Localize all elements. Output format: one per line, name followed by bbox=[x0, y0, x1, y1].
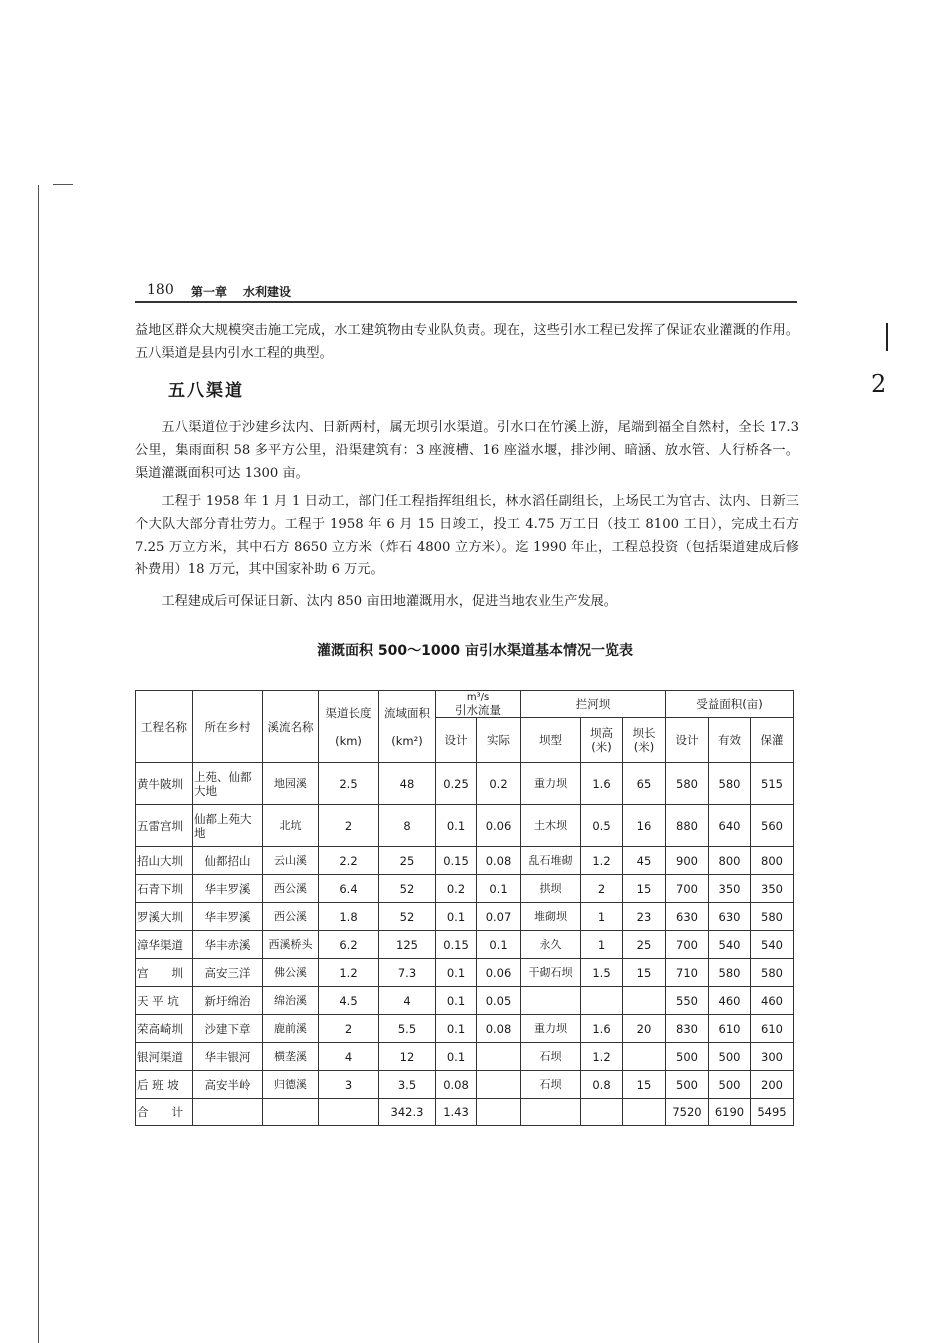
cell-benefit-guaranteed: 200 bbox=[751, 1071, 794, 1099]
cell-basin: 52 bbox=[379, 903, 436, 931]
cell-flow-design: 0.1 bbox=[436, 1043, 477, 1071]
cell-dam-length: 15 bbox=[623, 875, 666, 903]
cell-benefit-design: 550 bbox=[666, 987, 709, 1015]
cell-dam-height: 1.6 bbox=[581, 1015, 623, 1043]
cell-flow-design: 0.1 bbox=[436, 1015, 477, 1043]
page-header bbox=[135, 282, 797, 302]
header-flow-label: 引水流量 bbox=[455, 702, 501, 717]
cell-dam-type: 石坝 bbox=[521, 1043, 581, 1071]
header-rule bbox=[135, 301, 797, 303]
cell-length: 1.8 bbox=[319, 903, 379, 931]
header-benefit-effective: 有效 bbox=[709, 718, 751, 763]
cell-dam-type: 重力坝 bbox=[521, 763, 581, 805]
header-length bbox=[319, 691, 379, 763]
cell-benefit-effective: 580 bbox=[709, 763, 751, 805]
table-row bbox=[136, 805, 794, 847]
cell-stream: 绵治溪 bbox=[263, 987, 319, 1015]
table-header-row bbox=[136, 691, 794, 718]
total-benefit-guaranteed: 5495 bbox=[751, 1099, 794, 1126]
cell-length: 1.2 bbox=[319, 959, 379, 987]
header-basin-unit: (km²) bbox=[391, 733, 423, 748]
cell-dam-length: 45 bbox=[623, 847, 666, 875]
total-cell bbox=[263, 1099, 319, 1126]
cell-stream: 归德溪 bbox=[263, 1071, 319, 1099]
header-dam-height-label: 坝高 bbox=[590, 726, 613, 740]
cell-benefit-guaranteed: 610 bbox=[751, 1015, 794, 1043]
header-benefit: 受益面积(亩) bbox=[666, 691, 794, 718]
header-flow bbox=[436, 691, 521, 718]
cell-dam-height: 0.8 bbox=[581, 1071, 623, 1099]
cell-benefit-effective: 580 bbox=[709, 959, 751, 987]
header-dam: 拦河坝 bbox=[521, 691, 666, 718]
cell-benefit-guaranteed: 515 bbox=[751, 763, 794, 805]
cell-stream: 西溪桥头 bbox=[263, 931, 319, 959]
cell-flow-actual: 0.1 bbox=[477, 931, 521, 959]
cell-benefit-effective: 500 bbox=[709, 1071, 751, 1099]
cell-benefit-design: 500 bbox=[666, 1071, 709, 1099]
cell-flow-actual: 0.08 bbox=[477, 847, 521, 875]
cell-basin: 52 bbox=[379, 875, 436, 903]
cell-flow-actual: 0.06 bbox=[477, 959, 521, 987]
cell-benefit-effective: 460 bbox=[709, 987, 751, 1015]
section-heading: 五八渠道 bbox=[168, 381, 244, 401]
cell-project-name: 招山大圳 bbox=[136, 847, 193, 875]
total-label: 合 计 bbox=[136, 1099, 193, 1126]
cell-dam-length: 25 bbox=[623, 931, 666, 959]
header-length-label: 渠道长度 bbox=[325, 705, 372, 720]
cell-length: 6.2 bbox=[319, 931, 379, 959]
table-row bbox=[136, 959, 794, 987]
header-flow-design: 设计 bbox=[436, 718, 477, 763]
cell-dam-type: 拱坝 bbox=[521, 875, 581, 903]
cell-dam-height: 1.2 bbox=[581, 847, 623, 875]
cell-dam-length: 15 bbox=[623, 959, 666, 987]
page-number: 180 bbox=[147, 282, 174, 298]
cell-benefit-guaranteed: 800 bbox=[751, 847, 794, 875]
cell-stream: 鹿前溪 bbox=[263, 1015, 319, 1043]
header-stream: 溪流名称 bbox=[263, 691, 319, 763]
cell-benefit-design: 830 bbox=[666, 1015, 709, 1043]
cell-benefit-guaranteed: 580 bbox=[751, 903, 794, 931]
cell-township: 高安半岭 bbox=[193, 1071, 263, 1099]
header-basin-label: 流域面积 bbox=[384, 705, 430, 720]
cell-benefit-design: 580 bbox=[666, 763, 709, 805]
paragraph-1: 益地区群众大规模突击施工完成，水工建筑物由专业队负责。现在，这些引水工程已发挥了保证农业灌溉的作用。五八渠道是县内引水工程的典型。 bbox=[135, 323, 799, 361]
cell-project-name: 罗溪大圳 bbox=[136, 903, 193, 931]
cell-project-name: 天 平 坑 bbox=[136, 987, 193, 1015]
cell-township: 仙都上苑大地 bbox=[193, 805, 263, 847]
header-dam-length-label: 坝长 bbox=[632, 726, 656, 740]
total-cell bbox=[477, 1099, 521, 1126]
header-benefit-guaranteed: 保灌 bbox=[751, 718, 794, 763]
cell-length: 4.5 bbox=[319, 987, 379, 1015]
cell-township: 新圩绵治 bbox=[193, 987, 263, 1015]
header-dam-length bbox=[623, 718, 666, 763]
cell-basin: 3.5 bbox=[379, 1071, 436, 1099]
cell-flow-design: 0.1 bbox=[436, 805, 477, 847]
section-label: 水利建设 bbox=[243, 285, 292, 299]
cell-flow-actual: 0.05 bbox=[477, 987, 521, 1015]
cell-dam-length bbox=[623, 987, 666, 1015]
cell-benefit-design: 700 bbox=[666, 931, 709, 959]
cell-flow-actual bbox=[477, 1071, 521, 1099]
cell-dam-length: 16 bbox=[623, 805, 666, 847]
header-dam-type: 坝型 bbox=[521, 718, 581, 763]
irrigation-table bbox=[135, 690, 794, 1126]
table-total-row bbox=[136, 1099, 794, 1126]
cell-dam-length: 65 bbox=[623, 763, 666, 805]
cell-flow-design: 0.1 bbox=[436, 903, 477, 931]
cell-dam-type: 堆砌坝 bbox=[521, 903, 581, 931]
cell-project-name: 后 班 坡 bbox=[136, 1071, 193, 1099]
cell-benefit-design: 630 bbox=[666, 903, 709, 931]
cell-flow-design: 0.1 bbox=[436, 959, 477, 987]
total-cell bbox=[521, 1099, 581, 1126]
cell-length: 2 bbox=[319, 1015, 379, 1043]
cell-benefit-effective: 610 bbox=[709, 1015, 751, 1043]
cell-benefit-design: 900 bbox=[666, 847, 709, 875]
cell-flow-actual: 0.07 bbox=[477, 903, 521, 931]
cell-basin: 48 bbox=[379, 763, 436, 805]
cell-flow-design: 0.15 bbox=[436, 847, 477, 875]
total-cell bbox=[319, 1099, 379, 1126]
cell-dam-height bbox=[581, 987, 623, 1015]
cell-township: 高安三洋 bbox=[193, 959, 263, 987]
cell-dam-height: 1.2 bbox=[581, 1043, 623, 1071]
cell-benefit-effective: 350 bbox=[709, 875, 751, 903]
cell-basin: 125 bbox=[379, 931, 436, 959]
header-project-name: 工程名称 bbox=[136, 691, 193, 763]
cell-flow-design: 0.15 bbox=[436, 931, 477, 959]
cell-dam-height: 1 bbox=[581, 931, 623, 959]
total-benefit-design: 7520 bbox=[666, 1099, 709, 1126]
cell-township: 华丰银河 bbox=[193, 1043, 263, 1071]
cell-township: 华丰罗溪 bbox=[193, 903, 263, 931]
cell-township: 华丰赤溪 bbox=[193, 931, 263, 959]
cell-benefit-guaranteed: 350 bbox=[751, 875, 794, 903]
cell-flow-actual: 0.06 bbox=[477, 805, 521, 847]
cell-flow-actual: 0.08 bbox=[477, 1015, 521, 1043]
cell-flow-design: 0.08 bbox=[436, 1071, 477, 1099]
cell-benefit-effective: 500 bbox=[709, 1043, 751, 1071]
cell-dam-height: 0.5 bbox=[581, 805, 623, 847]
cell-dam-height: 2 bbox=[581, 875, 623, 903]
cell-benefit-design: 700 bbox=[666, 875, 709, 903]
header-flow-unit: m³/s bbox=[466, 691, 490, 703]
header-dam-height bbox=[581, 718, 623, 763]
table-row bbox=[136, 1071, 794, 1099]
cell-flow-actual bbox=[477, 1043, 521, 1071]
left-margin-tick bbox=[53, 184, 73, 185]
cell-length: 3 bbox=[319, 1071, 379, 1099]
total-cell bbox=[581, 1099, 623, 1126]
cell-benefit-guaranteed: 580 bbox=[751, 959, 794, 987]
header-dam-height-unit: (米) bbox=[591, 740, 612, 754]
cell-dam-type: 干砌石坝 bbox=[521, 959, 581, 987]
cell-dam-type: 乱石堆砌 bbox=[521, 847, 581, 875]
left-margin-rule bbox=[38, 185, 39, 1343]
cell-dam-type: 土木坝 bbox=[521, 805, 581, 847]
total-cell bbox=[623, 1099, 666, 1126]
cell-dam-length: 15 bbox=[623, 1071, 666, 1099]
cell-project-name: 石青下圳 bbox=[136, 875, 193, 903]
cell-dam-length bbox=[623, 1043, 666, 1071]
cell-benefit-design: 500 bbox=[666, 1043, 709, 1071]
cell-stream: 云山溪 bbox=[263, 847, 319, 875]
cell-dam-type: 永久 bbox=[521, 931, 581, 959]
cell-benefit-effective: 640 bbox=[709, 805, 751, 847]
cell-benefit-guaranteed: 460 bbox=[751, 987, 794, 1015]
cell-basin: 12 bbox=[379, 1043, 436, 1071]
paragraph-2: 五八渠道位于沙建乡汰内、日新两村，属无坝引水渠道。引水口在竹溪上游，尾端到福全自然村，全长 17.3 公里，集雨面积 58 多平方公里，沿渠建筑有：3 座渡槽、16 座溢水堰，排沙闸、暗涵、放水管、人行桥各一。渠道灌溉面积可达 1300 亩。 bbox=[135, 420, 799, 481]
cell-length: 2.2 bbox=[319, 847, 379, 875]
cell-flow-actual: 0.1 bbox=[477, 875, 521, 903]
table-row bbox=[136, 903, 794, 931]
right-margin-bar bbox=[886, 323, 888, 351]
total-flow-design: 1.43 bbox=[436, 1099, 477, 1126]
cell-stream: 北坑 bbox=[263, 805, 319, 847]
table-row bbox=[136, 763, 794, 805]
cell-length: 4 bbox=[319, 1043, 379, 1071]
cell-dam-height: 1.6 bbox=[581, 763, 623, 805]
cell-stream: 西公溪 bbox=[263, 903, 319, 931]
cell-basin: 4 bbox=[379, 987, 436, 1015]
cell-benefit-design: 880 bbox=[666, 805, 709, 847]
total-cell bbox=[193, 1099, 263, 1126]
cell-basin: 5.5 bbox=[379, 1015, 436, 1043]
cell-benefit-effective: 630 bbox=[709, 903, 751, 931]
cell-stream: 西公溪 bbox=[263, 875, 319, 903]
cell-dam-length: 23 bbox=[623, 903, 666, 931]
header-dam-length-unit: (米) bbox=[633, 740, 655, 754]
table-row bbox=[136, 1043, 794, 1071]
cell-project-name: 漳华渠道 bbox=[136, 931, 193, 959]
total-benefit-effective: 6190 bbox=[709, 1099, 751, 1126]
table-row bbox=[136, 931, 794, 959]
cell-basin: 25 bbox=[379, 847, 436, 875]
paragraph-4: 工程建成后可保证日新、汰内 850 亩田地灌溉用水，促进当地农业生产发展。 bbox=[161, 594, 617, 609]
table-row bbox=[136, 1015, 794, 1043]
cell-benefit-guaranteed: 560 bbox=[751, 805, 794, 847]
header-benefit-design: 设计 bbox=[666, 718, 709, 763]
cell-stream: 佛公溪 bbox=[263, 959, 319, 987]
cell-basin: 8 bbox=[379, 805, 436, 847]
chapter-label: 第一章 bbox=[191, 285, 228, 299]
cell-benefit-guaranteed: 300 bbox=[751, 1043, 794, 1071]
cell-dam-length: 20 bbox=[623, 1015, 666, 1043]
cell-dam-height: 1 bbox=[581, 903, 623, 931]
cell-flow-design: 0.2 bbox=[436, 875, 477, 903]
total-basin: 342.3 bbox=[379, 1099, 436, 1126]
cell-township: 沙建下章 bbox=[193, 1015, 263, 1043]
header-basin bbox=[379, 691, 436, 763]
cell-length: 2 bbox=[319, 805, 379, 847]
cell-flow-design: 0.25 bbox=[436, 763, 477, 805]
paragraph-3: 工程于 1958 年 1 月 1 日动工，部门任工程指挥组组长，林水滔任副组长，上场民工为官古、汰内、日新三个大队大部分青壮劳力。工程于 1958 年 6 月 15 日竣工，投工 4.75 万工日（技工 8100 工日），完成土石方 7.25 万立方米，其中石方 8650 立方米（炸石 4800 立方米）。迄 1990 年止，工程总投资（包括渠道建成后修补费用）18 万元，其中国家补助 6 万元。 bbox=[135, 494, 799, 578]
cell-benefit-guaranteed: 540 bbox=[751, 931, 794, 959]
header-length-unit: (km) bbox=[335, 733, 362, 748]
cell-basin: 7.3 bbox=[379, 959, 436, 987]
cell-project-name: 荣高崎圳 bbox=[136, 1015, 193, 1043]
cell-project-name: 五雷宫圳 bbox=[136, 805, 193, 847]
cell-township: 华丰罗溪 bbox=[193, 875, 263, 903]
cell-dam-type bbox=[521, 987, 581, 1015]
cell-project-name: 银河渠道 bbox=[136, 1043, 193, 1071]
cell-township: 上苑、仙都大地 bbox=[193, 763, 263, 805]
cell-flow-design: 0.1 bbox=[436, 987, 477, 1015]
cell-length: 2.5 bbox=[319, 763, 379, 805]
table-row bbox=[136, 847, 794, 875]
cell-township: 仙都招山 bbox=[193, 847, 263, 875]
cell-stream: 地园溪 bbox=[263, 763, 319, 805]
table-body bbox=[136, 763, 794, 1099]
header-township: 所在乡村 bbox=[193, 691, 263, 763]
cell-stream: 横垄溪 bbox=[263, 1043, 319, 1071]
cell-dam-height: 1.5 bbox=[581, 959, 623, 987]
cell-length: 6.4 bbox=[319, 875, 379, 903]
cell-benefit-design: 710 bbox=[666, 959, 709, 987]
margin-number: 2 bbox=[871, 370, 887, 398]
cell-benefit-effective: 800 bbox=[709, 847, 751, 875]
table-title: 灌溉面积 500～1000 亩引水渠道基本情况一览表 bbox=[317, 643, 633, 659]
table-row bbox=[136, 875, 794, 903]
cell-project-name: 宫 圳 bbox=[136, 959, 193, 987]
cell-flow-actual: 0.2 bbox=[477, 763, 521, 805]
header-flow-actual: 实际 bbox=[477, 718, 521, 763]
cell-dam-type: 重力坝 bbox=[521, 1015, 581, 1043]
cell-project-name: 黄牛陂圳 bbox=[136, 763, 193, 805]
cell-benefit-effective: 540 bbox=[709, 931, 751, 959]
table-row bbox=[136, 987, 794, 1015]
cell-dam-type: 石坝 bbox=[521, 1071, 581, 1099]
